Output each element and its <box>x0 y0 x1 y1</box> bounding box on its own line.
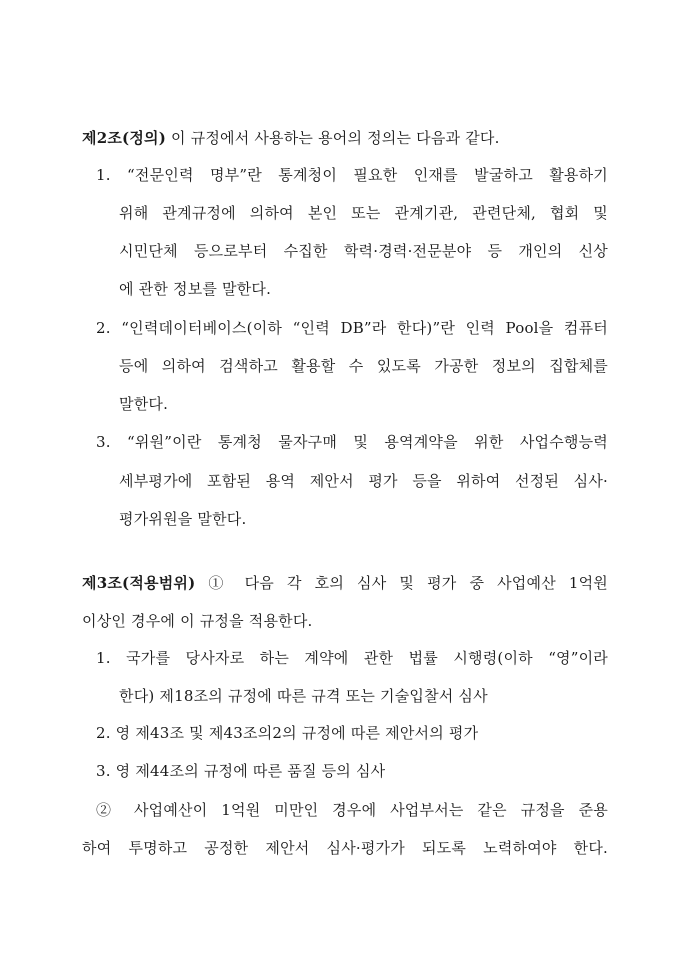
article-2-item-2-line-2: 등에 의하여 검색하고 활용할 수 있도록 가공한 정보의 집합체를 <box>119 357 608 375</box>
article-2-item-2-line-3: 말한다. <box>119 395 169 413</box>
article-3-heading: 제3조(적용범위) <box>82 574 196 592</box>
article-2-item-3-line-2: 세부평가에 포함된 용역 제안서 평가 등을 위하여 선정된 심사· <box>119 472 608 490</box>
article-2-item-1-line-4: 에 관한 정보를 말한다. <box>119 280 272 298</box>
article-2-item-1-line-2: 위해 관계규정에 의하여 본인 또는 관계기관, 관련단체, 협회 및 <box>119 204 608 222</box>
article-3-item-1-line-1: 1. 국가를 당사자로 하는 계약에 관한 법률 시행령(이하 “영”이라 <box>96 649 608 667</box>
article-3-intro: ① 다음 각 호의 심사 및 평가 중 사업예산 1억원 <box>195 574 608 592</box>
article-2-item-3-line-1: 3. “위원”이란 통계청 물자구매 및 용역계약을 위한 사업수행능력 <box>96 433 608 451</box>
article-3-paragraph-2-line-2: 하여 투명하고 공정한 제안서 심사·평가가 되도록 노력하여야 한다. <box>82 839 608 857</box>
article-2-item-1-line-1: 1. “전문인력 명부”란 통계청이 필요한 인재를 발굴하고 활용하기 <box>96 166 608 184</box>
article-2-intro: 이 규정에서 사용하는 용어의 정의는 다음과 같다. <box>166 129 500 147</box>
article-2-item-3-line-3: 평가위원을 말한다. <box>119 510 247 528</box>
article-3-item-2: 2. 영 제43조 및 제43조의2의 규정에 따른 제안서의 평가 <box>96 724 479 742</box>
article-3-item-3: 3. 영 제44조의 규정에 따른 품질 등의 심사 <box>96 762 386 780</box>
article-2-title-line <box>82 125 500 151</box>
article-2-item-1-line-3: 시민단체 등으로부터 수집한 학력·경력·전문분야 등 개인의 신상 <box>119 242 608 260</box>
article-3-intro-cont: 이상인 경우에 이 규정을 적용한다. <box>82 612 313 630</box>
article-3-title-line <box>82 570 608 596</box>
article-2-item-2-line-1: 2. “인력데이터베이스(이하 “인력 DB”라 한다)”란 인력 Pool을 컴퓨터 <box>96 319 608 337</box>
article-2-heading: 제2조(정의) <box>82 129 166 147</box>
article-3-item-1-line-2: 한다) 제18조의 규정에 따른 규격 또는 기술입찰서 심사 <box>119 687 488 705</box>
article-3-paragraph-2-line-1: ② 사업예산이 1억원 미만인 경우에 사업부서는 같은 규정을 준용 <box>96 801 608 819</box>
